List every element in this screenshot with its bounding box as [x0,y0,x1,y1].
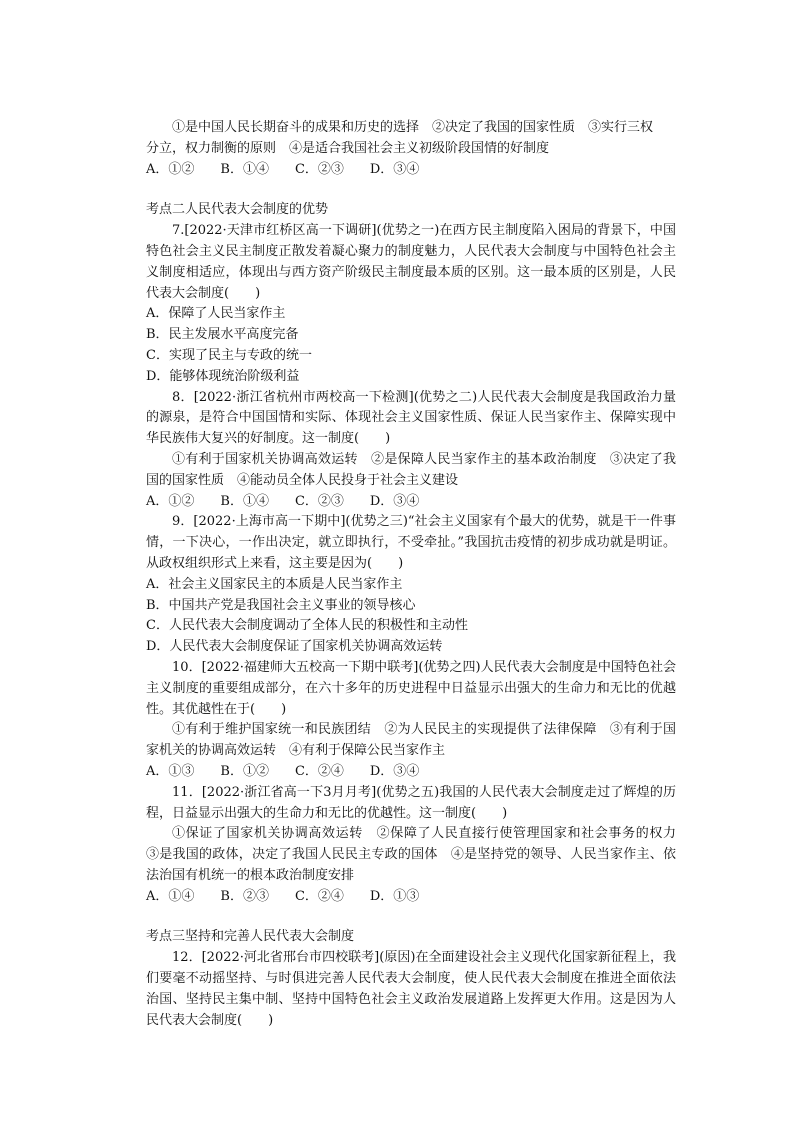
q10-choices: A．①③ B．①② C．②④ D．③④ [146,763,420,779]
q11-stem: 11．[2022·浙江省高一下3月月考](优势之五)我国的人民代表大会制度走过了辉煌的历程，日益显示出强大的生命力和无比的优越性。这一制度( ) [146,784,676,821]
q7-option-d: D．能够体现统治阶级利益 [146,368,300,384]
q7-stem: 7.[2022·天津市红桥区高一下调研](优势之一)在西方民主制度陷入困局的背景下，中国特色社会主义民主制度正散发着凝心聚力的制度魅力，人民代表大会制度与中国特色社会主义制度相适应，体现出与西方资产阶级民主制度最本质的区别。这一最本质的区别是，人民代表大会制度( ) [146,223,676,301]
q6-statements-line1: ①是中国人民长期奋斗的成果和历史的选择 ②决定了我国的国家性质 ③实行三权 [172,120,654,135]
q11-statements: ①保证了国家机关协调高效运转 ②保障了人民直接行使管理国家和社会事务的权力 ③是我国的政体，决定了我国人民民主专政的国体 ④是坚持党的领导、人民当家作主、依法治国有机统一的根本政治制度安排 [146,826,690,883]
q9-option-b: B．中国共产党是我国社会主义事业的领导核心 [146,597,416,613]
q10-stem: 10．[2022·福建师大五校高一下期中联考](优势之四)人民代表大会制度是中国特色社会主义制度的重要组成部分，在六十多年的历史进程中日益显示出强大的生命力和无比的优越性。其优越性在于( ) [146,659,676,717]
q8-statements: ①有利于国家机关协调高效运转 ②是保障人民当家作主的基本政治制度 ③决定了我国的国家性质 ④能动员全体人民投身于社会主义建设 [146,451,676,488]
q9-stem: 9．[2022·上海市高一下期中](优势之三)“社会主义国家有个最大的优势，就是干一件事情，一下决心，一作出决定，就立即执行，不受牵扯。”我国抗击疫情的初步成功就是明证。从政权组织形式上来看，这主要是因为( ) [146,514,676,571]
q7-option-a: A．保障了人民当家作主 [146,306,286,322]
q6-choices: A．①② B．①④ C．②③ D．③④ [146,161,420,177]
section3-heading: 考点三坚持和完善人民代表大会制度 [146,929,355,945]
q7-option-c: C．实现了民主与专政的统一 [146,347,312,363]
q9-option-d: D．人民代表大会制度保证了国家机关协调高效运转 [146,639,443,655]
q9-option-c: C．人民代表大会制度调动了全体人民的积极性和主动性 [146,618,468,634]
q9-option-a: A．社会主义国家民主的本质是人民当家作主 [146,576,403,592]
section2-heading: 考点二人民代表大会制度的优势 [146,202,329,218]
q12-stem: 12．[2022·河北省邢台市四校联考](原因)在全面建设社会主义现代化国家新征程上，我们要毫不动摇坚持、与时俱进完善人民代表大会制度，使人民代表大会制度在推进全面依法治国、坚持民主集中制、坚持中国特色社会主义政治发展道路上发挥更大作用。这是因为人民代表大会制度( ) [146,950,676,1028]
q10-statements: ①有利于维护国家统一和民族团结 ②为人民民主的实现提供了法律保障 ③有利于国家机关的协调高效运转 ④有利于保障公民当家作主 [146,722,676,759]
q11-choices: A．①④ B．②③ C．②④ D．①③ [146,888,420,904]
q6-statements-line2: 分立，权力制衡的原则 ④是适合我国社会主义初级阶段国情的好制度 [146,140,550,156]
q8-choices: A．①② B．①④ C．②③ D．③④ [146,493,420,509]
document-page [146,118,690,1031]
q7-option-b: B．民主发展水平高度完备 [146,327,299,343]
q8-stem: 8．[2022·浙江省杭州市两校高一下检测](优势之二)人民代表大会制度是我国政治力量的源泉，是符合中国国情和实际、体现社会主义国家性质、保证人民当家作主、保障实现中华民族伟大复兴的好制度。这一制度( ) [146,389,676,447]
